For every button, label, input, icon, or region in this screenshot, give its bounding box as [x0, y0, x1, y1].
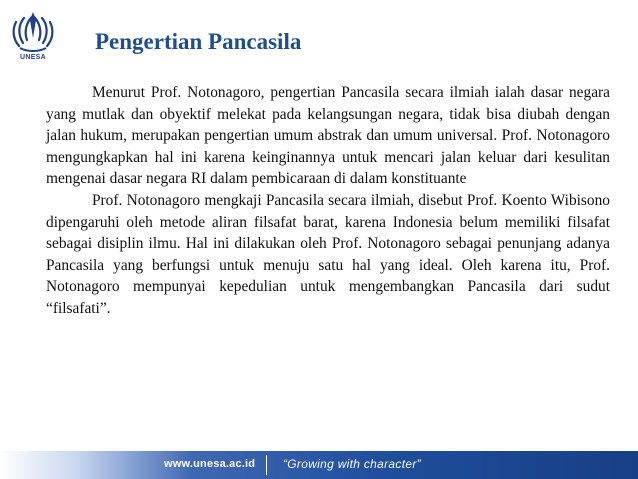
paragraph-1: Menurut Prof. Notonagoro, pengertian Pancasila secara ilmiah ialah dasar negara yang mutlak dan obyektif melekat pada kelangsungan negara, tidak bisa diubah dengan jalan hukum, merupakan pengertian umum abstrak dan umum universal. Prof. Notonagoro mengungkapkan hal ini karena keinginannya untuk mencari jalan keluar dari kesulitan mengenai dasar negara RI dalam pembicaraan di dalam konstituante — [46, 84, 610, 188]
unesa-logo — [10, 8, 56, 66]
page-title: Pengertian Pancasila — [95, 29, 302, 54]
body-text — [46, 82, 610, 320]
paragraph-2: Prof. Notonagoro mengkaji Pancasila secara ilmiah, disebut Prof. Koento Wibisono dipengaruhi oleh metode aliran filsafat barat, karena Indonesia belum memiliki filsafat sebagai disiplin ilmu. Hal ini dilakukan oleh Prof. Notonagoro sebagai penunjang adanya Pancasila yang berfungsi untuk menuju satu hal yang ideal. Oleh karena itu, Prof. Notonagoro mempunyai kepedulian untuk mengembangkan Pancasila dari sudut “filsafati”. — [46, 191, 610, 317]
footer-url-link[interactable]: www.unesa.ac.id — [164, 458, 256, 470]
logo-label: UNESA — [19, 54, 46, 61]
footer-divider — [266, 455, 267, 475]
unesa-logo-icon — [10, 8, 56, 54]
footer-tagline: “Growing with character” — [283, 457, 421, 471]
footer-bar — [0, 451, 638, 479]
